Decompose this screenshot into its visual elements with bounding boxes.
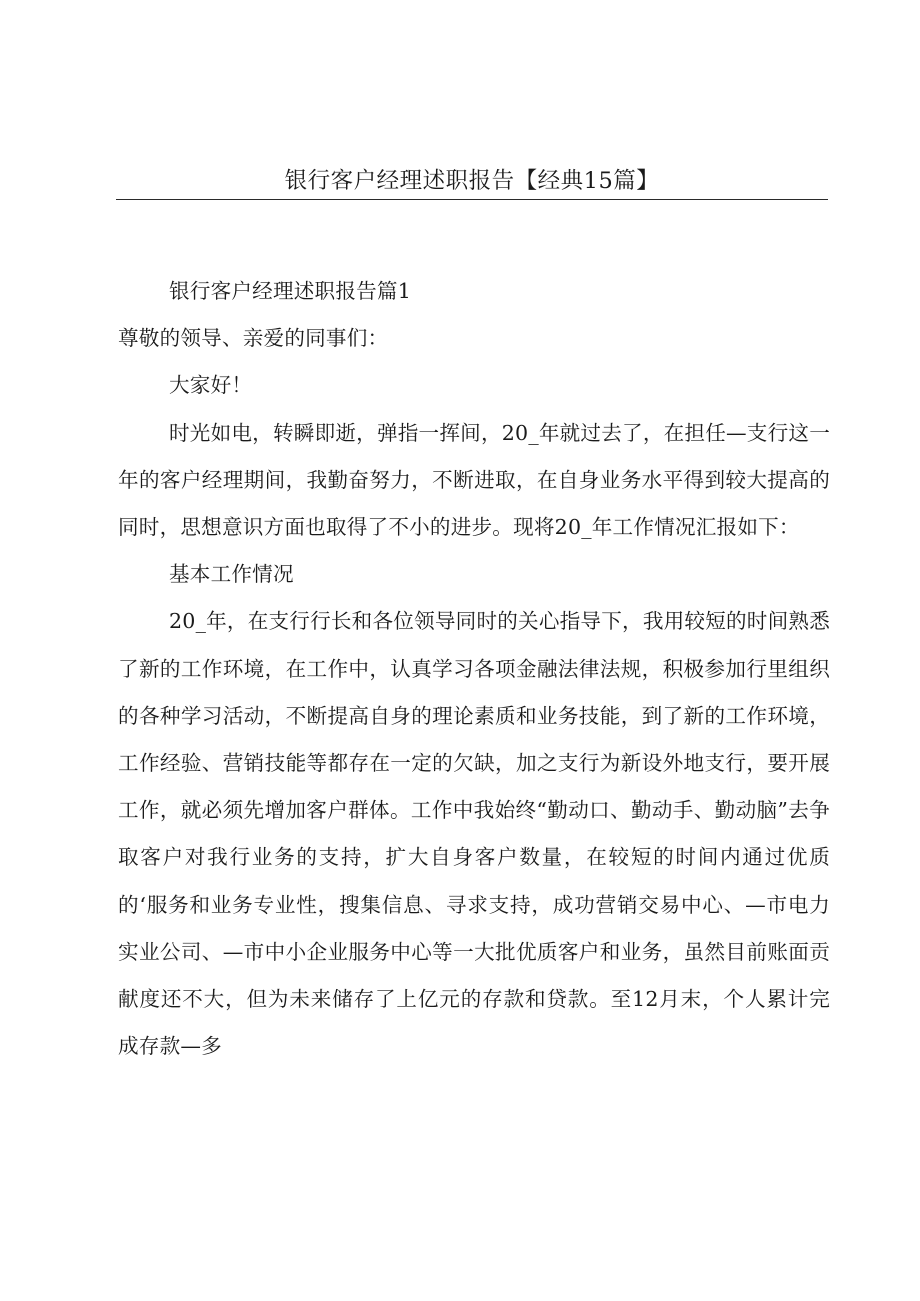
title-underline <box>116 199 828 200</box>
subheading: 基本工作情况 <box>169 562 294 587</box>
document-body <box>118 268 830 1070</box>
body-paragraph: 20_年，在支行行长和各位领导同时的关心指导下，我用较短的时间熟悉了新的工作环境，在工作中，认真学习各项金融法律法规，积极参加行里组织的各种学习活动，不断提高自身的理论素质和业务技能，到了新的工作环境，工作经验、营销技能等都存在一定的欠缺，加之支行为新设外地支行，要开展工作，就必须先增加客户群体。工作中我始终“勤动口、勤动手、勤动脑”去争取客户对我行业务的支持，扩大自身客户数量，在较短的时间内通过优质的‘服务和业务专业性，搜集信息、寻求支持，成功营销交易中心、—市电力实业公司、—市中小企业服务中心等一大批优质客户和业务，虽然目前账面贡献度还不大，但为未来储存了上亿元的存款和贷款。至12月末，个人累计完成存款—多 <box>118 609 830 1059</box>
salutation: 尊敬的领导、亲爱的同事们： <box>118 326 389 351</box>
document-title: 银行客户经理述职报告【经典15篇】 <box>284 168 660 194</box>
section-heading: 银行客户经理述职报告篇1 <box>169 279 412 303</box>
greeting: 大家好！ <box>169 373 253 398</box>
intro-paragraph: 时光如电，转瞬即逝，弹指一挥间，20_年就过去了，在担任—支行这一年的客户经理期间，我勤奋努力，不断进取，在自身业务水平得到较大提高的同时，思想意识方面也取得了不小的进步。现将20_年工作情况汇报如下： <box>118 420 830 540</box>
